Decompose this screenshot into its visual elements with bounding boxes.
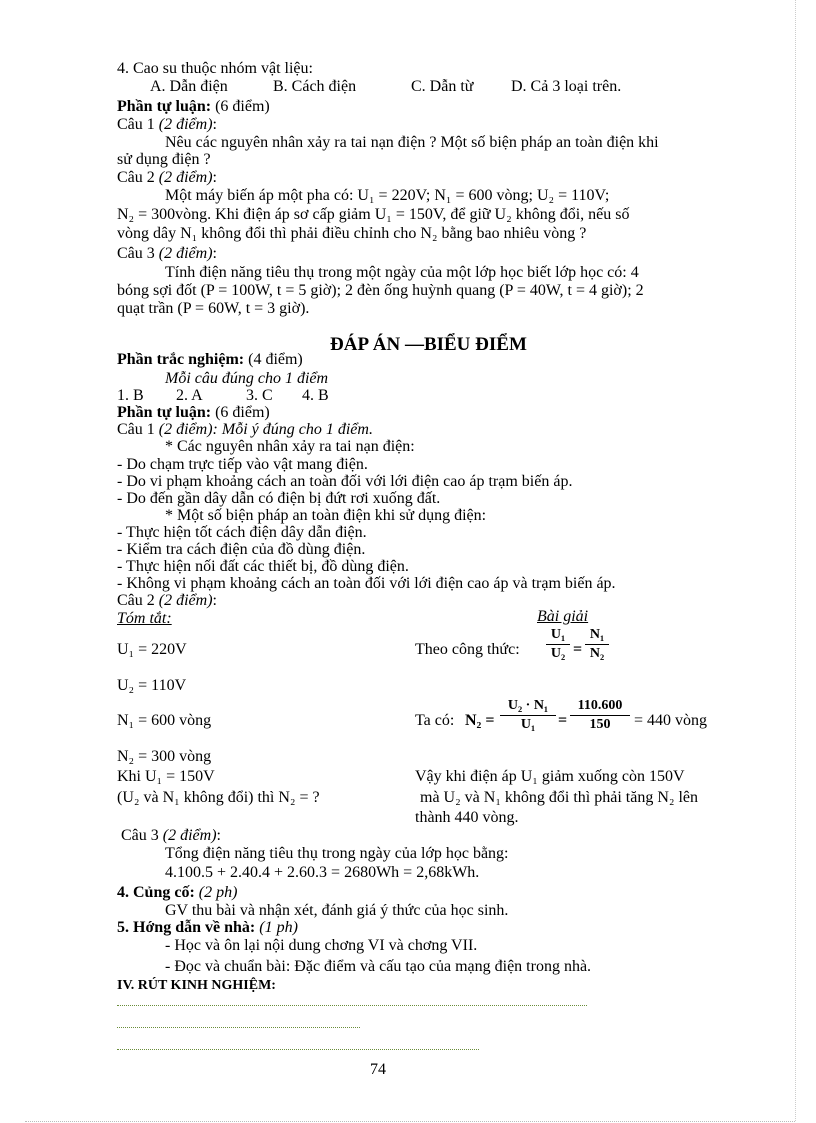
page-edge-right: [795, 0, 796, 1121]
q4-option-b: B. Cách điện: [273, 78, 357, 95]
mc-answer-1: 1. B: [117, 387, 144, 404]
huongdan-heading: 5. Hớng dẫn về nhà: (1 ph): [117, 919, 298, 936]
essay-c1-label: Câu 1 (2 điểm):: [117, 116, 217, 133]
a1-line: - Không vi phạm khoảng cách an toàn đối với lới điện cao áp và trạm biến áp.: [117, 575, 616, 592]
essay-c3-line2: bóng sợi đốt (P = 100W, t = 5 giờ); 2 đèn ống huỳnh quang (P = 40W, t = 4 giờ); 2: [117, 282, 644, 299]
mc-answer-4: 4. B: [302, 387, 329, 404]
mc-heading: Phần trắc nghiệm: (4 điểm): [117, 351, 303, 368]
taco-lhs: N₂ =: [465, 712, 495, 729]
a1-label: Câu 1 (2 điểm): Mỗi ý đúng cho 1 điểm.: [117, 421, 373, 438]
formula-fraction-u: U₁ U₂: [546, 627, 570, 662]
formula-equals: =: [573, 641, 583, 658]
conclusion-line1: Vậy khi điện áp U₁ giảm xuống còn 150V: [415, 768, 685, 785]
a3-line2: 4.100.5 + 2.40.4 + 2.60.3 = 2680Wh = 2,68kWh.: [165, 864, 480, 881]
essay-c1-line1: Nêu các nguyên nhân xảy ra tai nạn điện ? Một số biện pháp an toàn điện khi: [165, 134, 659, 151]
answer-title: ĐÁP ÁN —BIỂU ĐIỂM: [330, 334, 527, 355]
a1-line: - Kiểm tra cách điện của đồ dùng điện.: [117, 541, 366, 558]
a3-label: Câu 3 (2 điểm):: [121, 827, 221, 844]
a1-line: - Do đến gần dây dẫn có điện bị đứt rơi xuống đất.: [117, 490, 441, 507]
mc-answer-2: 2. A: [176, 387, 203, 404]
essay-c1-line2: sử dụng điện ?: [117, 151, 211, 168]
huongdan-line2: - Đọc và chuẩn bài: Đặc điểm và cấu tạo của mạng điện trong nhà.: [165, 958, 592, 975]
given-u1-new: Khi U₁ = 150V: [117, 768, 215, 785]
q4-option-d: D. Cả 3 loại trên.: [511, 78, 622, 95]
a1-line: * Một số biện pháp an toàn điện khi sử dụng điện:: [165, 507, 487, 524]
taco-fraction-symbolic: U₂ · N₁ U₁: [500, 698, 556, 733]
notes-dotted-line: [117, 1005, 587, 1006]
a1-line: - Do vi phạm khoảng cách an toàn đối với lới điện cao áp trạm biến áp.: [117, 473, 573, 490]
cungco-heading: 4. Củng cố: (2 ph): [117, 884, 238, 901]
es-heading: Phần tự luận: (6 điểm): [117, 404, 270, 421]
conclusion-line3: thành 440 vòng.: [415, 809, 519, 826]
given-u2: U₂ = 110V: [117, 677, 187, 694]
a1-line: - Thực hiện nối đất các thiết bị, đồ dùng điện.: [117, 558, 409, 575]
a2-label: Câu 2 (2 điểm):: [117, 592, 217, 609]
essay-c3-line3: quạt trần (P = 60W, t = 3 giờ).: [117, 300, 310, 317]
formula-fraction-n: N₁ N₂: [585, 627, 609, 662]
taco-result: = 440 vòng: [634, 712, 708, 729]
essay-c2-line2: N₂ = 300vòng. Khi điện áp sơ cấp giảm U₁ = 150V, để giữ U₂ không đổi, nếu số: [117, 206, 630, 223]
notes-dotted-line: [117, 1049, 479, 1050]
taco-label: Ta có:: [415, 712, 455, 729]
a1-line: - Do chạm trực tiếp vào vật mang điện.: [117, 456, 368, 473]
given-condition: (U₂ và N₁ không đổi) thì N₂ = ?: [117, 789, 320, 806]
q4-text: 4. Cao su thuộc nhóm vật liệu:: [117, 60, 313, 77]
essay-c2-line1: Một máy biến áp một pha có: U₁ = 220V; N₁ = 600 vòng; U₂ = 110V;: [165, 187, 610, 204]
given-n2: N₂ = 300 vòng: [117, 748, 212, 765]
taco-fraction-numeric: 110.600 150: [570, 698, 630, 733]
notes-dotted-line: [117, 1027, 360, 1028]
rutkinh-heading: IV. RÚT KINH NGHIỆM:: [117, 978, 276, 993]
q4-option-c: C. Dẫn từ: [411, 78, 474, 95]
cungco-text: GV thu bài và nhận xét, đánh giá ý thức của học sinh.: [165, 902, 509, 919]
essay-c3-label: Câu 3 (2 điểm):: [117, 245, 217, 262]
huongdan-line1: - Học và ôn lại nội dung chơng VI và chơng VII.: [165, 937, 478, 954]
page-number: 74: [370, 1061, 386, 1078]
a1-line: * Các nguyên nhân xảy ra tai nạn điện:: [165, 438, 415, 455]
formula-label: Theo công thức:: [415, 641, 520, 658]
essay-heading: Phần tự luận: (6 điểm): [117, 98, 270, 115]
a3-line1: Tổng điện năng tiêu thụ trong ngày của lớp học bằng:: [165, 845, 509, 862]
a2-baigiai: Bài giải: [537, 608, 589, 625]
given-n1: N₁ = 600 vòng: [117, 712, 212, 729]
mc-note: Mỗi câu đúng cho 1 điểm: [165, 370, 329, 387]
given-u1: U₁ = 220V: [117, 641, 187, 658]
q4-option-a: A. Dẫn điện: [150, 78, 228, 95]
essay-c2-line3: vòng dây N₁ không đổi thì phải điều chỉnh cho N₂ bằng bao nhiêu vòng ?: [117, 225, 587, 242]
a2-tomtat: Tóm tắt:: [117, 610, 172, 627]
essay-c3-line1: Tính điện năng tiêu thụ trong một ngày của một lớp học biết lớp học có: 4: [165, 264, 639, 281]
conclusion-line2: mà U₂ và N₁ không đổi thì phải tăng N₂ lên: [420, 789, 699, 806]
mc-answer-3: 3. C: [246, 387, 273, 404]
a1-line: - Thực hiện tốt cách điện dây dẫn điện.: [117, 524, 367, 541]
taco-equals: =: [558, 712, 568, 729]
essay-c2-label: Câu 2 (2 điểm):: [117, 169, 217, 186]
page-edge-bottom: [25, 1121, 795, 1122]
